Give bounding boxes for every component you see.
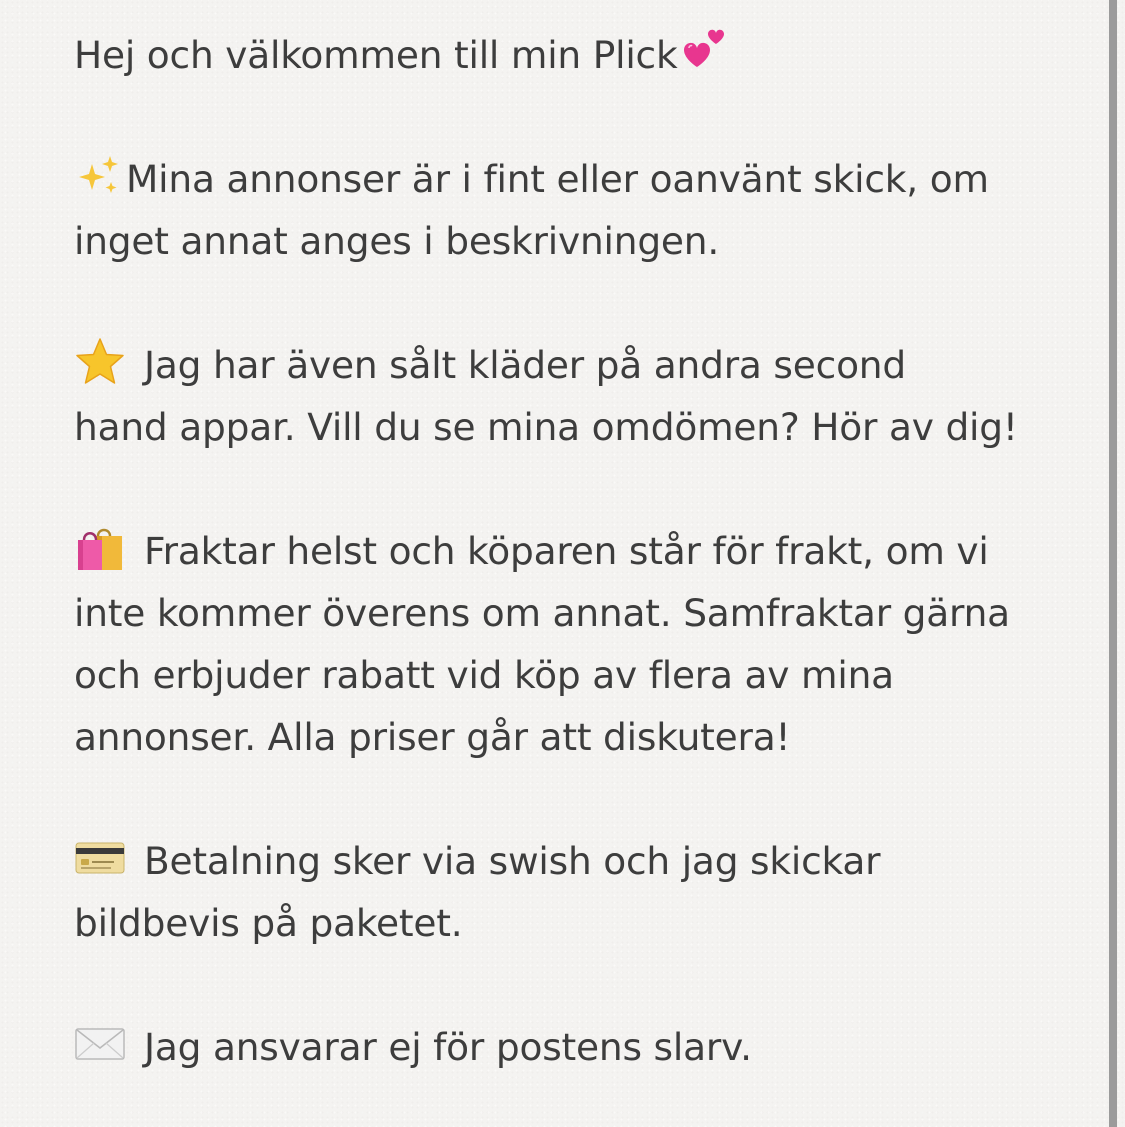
- note-body[interactable]: [74, 24, 1074, 1078]
- section-line: [74, 210, 1074, 272]
- section-line: [74, 1016, 1074, 1078]
- section-line: [74, 644, 1074, 706]
- section-line: [74, 892, 1074, 954]
- section-text: Jag har även sålt kläder på andra second: [144, 343, 906, 387]
- section-line: [74, 520, 1074, 582]
- shopping-bags-icon: [74, 522, 126, 574]
- section-line: [74, 334, 1074, 396]
- section-text: annonser. Alla priser går att diskutera!: [74, 715, 791, 759]
- star-icon: [74, 336, 126, 388]
- section-text: Jag ansvarar ej för postens slarv.: [144, 1025, 752, 1069]
- section-text: och erbjuder rabatt vid köp av flera av mina: [74, 653, 894, 697]
- spacer: [74, 458, 1074, 520]
- section-text: bildbevis på paketet.: [74, 901, 463, 945]
- section-text: inte kommer överens om annat. Samfraktar gärna: [74, 591, 1010, 635]
- section-line: [74, 706, 1074, 768]
- two-hearts-icon: [678, 26, 730, 78]
- section-text: Fraktar helst och köparen står för frakt, om vi: [144, 529, 989, 573]
- section-line: [74, 148, 1074, 210]
- spacer: [74, 272, 1074, 334]
- credit-card-icon: [74, 832, 126, 884]
- spacer: [74, 768, 1074, 830]
- greeting-line: [74, 24, 1074, 86]
- scrollbar[interactable]: [1109, 0, 1117, 1127]
- greeting-text: Hej och välkommen till min Plick: [74, 33, 678, 77]
- section-text: Mina annonser är i fint eller oanvänt skick, om: [126, 157, 989, 201]
- spacer: [74, 954, 1074, 1016]
- spacer: [74, 86, 1074, 148]
- section-text: hand appar. Vill du se mina omdömen? Hör av dig!: [74, 405, 1018, 449]
- section-text: Betalning sker via swish och jag skickar: [144, 839, 881, 883]
- section-line: [74, 396, 1074, 458]
- section-line: [74, 830, 1074, 892]
- envelope-icon: [74, 1018, 126, 1070]
- section-line: [74, 582, 1074, 644]
- section-text: inget annat anges i beskrivningen.: [74, 219, 720, 263]
- sparkles-icon: [74, 150, 126, 202]
